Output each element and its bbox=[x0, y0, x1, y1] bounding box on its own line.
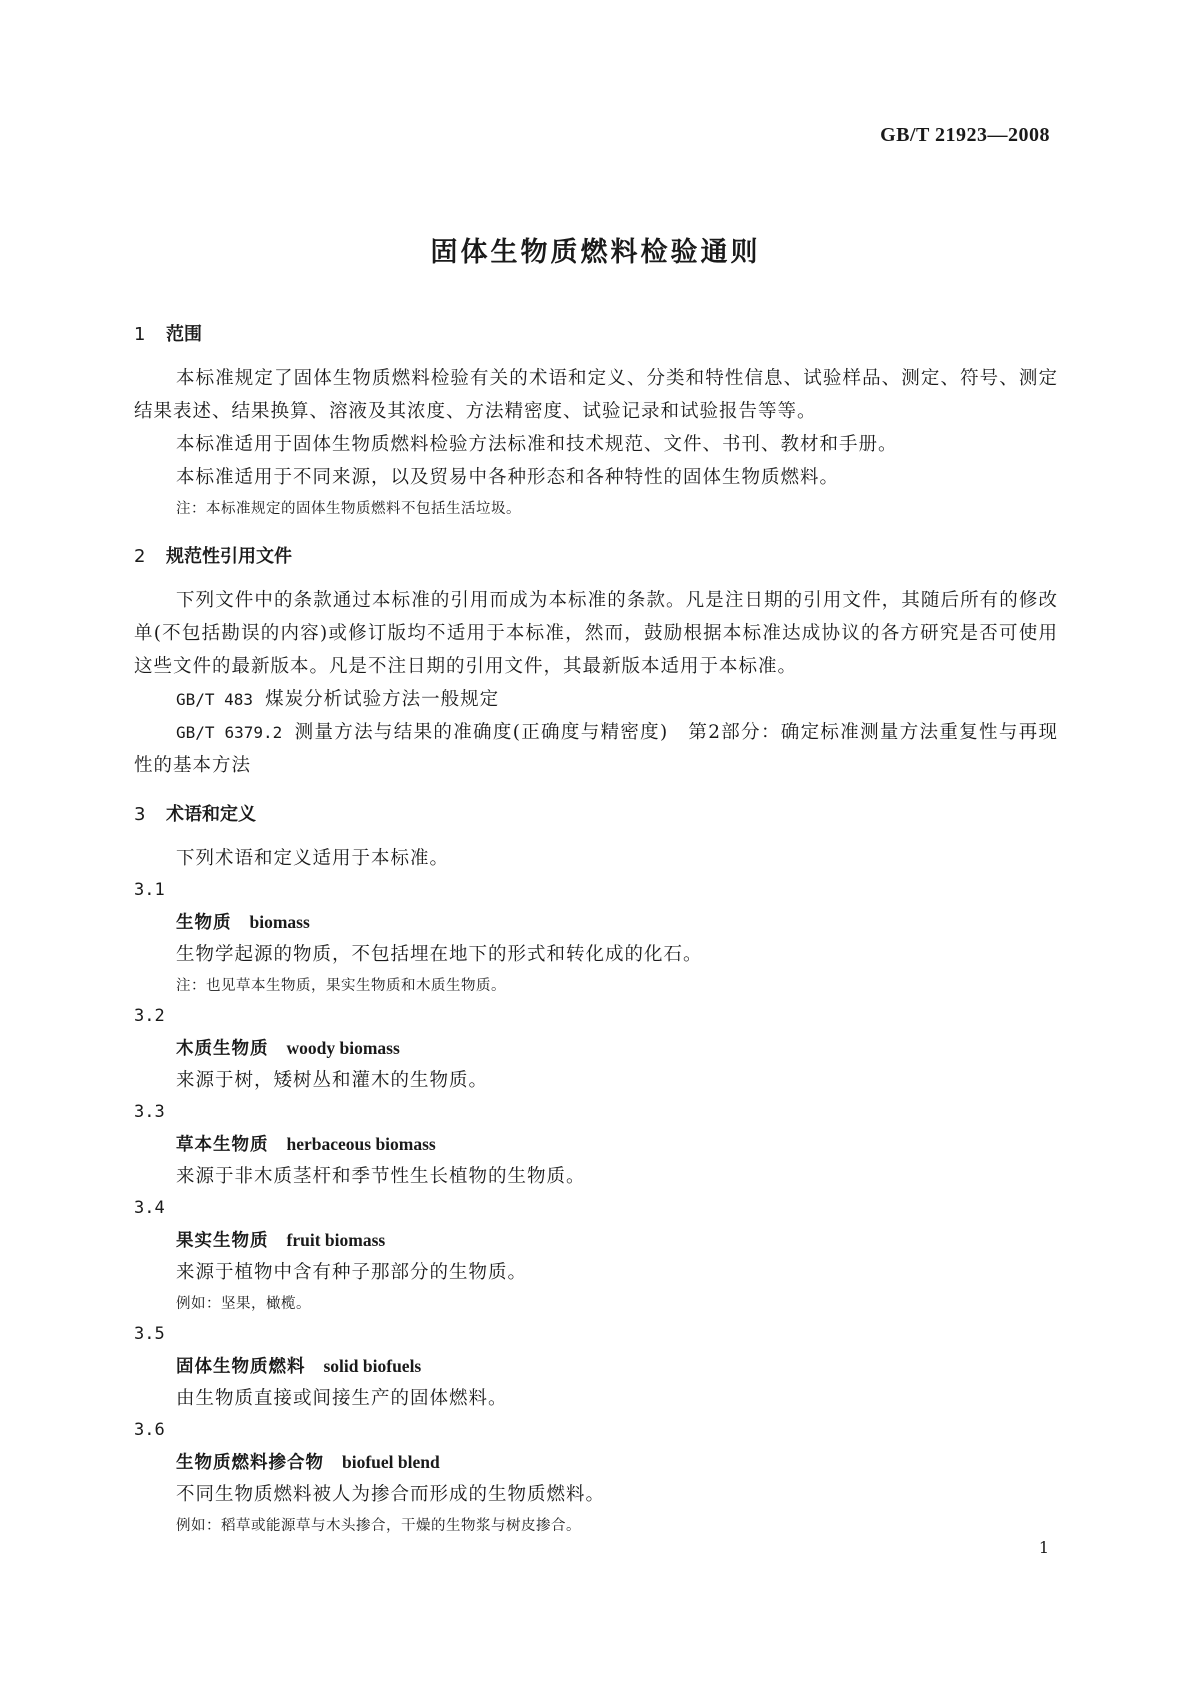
section-heading-scope bbox=[134, 320, 1058, 350]
page-number: 1 bbox=[1038, 1538, 1049, 1557]
term-number: 3.4 bbox=[134, 1198, 165, 1218]
term-number: 3.3 bbox=[134, 1102, 165, 1122]
standard-code: GB/T 21923—2008 bbox=[880, 124, 1050, 146]
term-number: 3.5 bbox=[134, 1324, 165, 1344]
term-name bbox=[134, 1350, 1058, 1383]
document-title: 固体生物质燃料检验通则 bbox=[430, 237, 761, 268]
paragraph: 本标准适用于不同来源，以及贸易中各种形态和各种特性的固体生物质燃料。 bbox=[176, 467, 840, 488]
paragraph: 本标准规定了固体生物质燃料检验有关的术语和定义、分类和特性信息、试验样品、测定、符号、测定结果表述、结果换算、溶液及其浓度、方法精密度、试验记录和试验报告等等。 bbox=[134, 368, 1058, 422]
section-number: 2 bbox=[134, 546, 146, 567]
term-definition: 生物学起源的物质，不包括埋在地下的形式和转化成的化石。 bbox=[176, 944, 703, 965]
term-number: 3.6 bbox=[134, 1420, 165, 1440]
term-entry bbox=[134, 1193, 1058, 1319]
section-title: 范围 bbox=[166, 324, 202, 345]
term-name-zh: 果实生物质 bbox=[176, 1231, 269, 1251]
term-definition: 来源于非木质茎杆和季节性生长植物的生物质。 bbox=[176, 1166, 586, 1187]
term-definition: 来源于植物中含有种子那部分的生物质。 bbox=[176, 1262, 528, 1283]
term-name-en: solid biofuels bbox=[323, 1356, 422, 1376]
section-number: 3 bbox=[134, 804, 146, 825]
term-name bbox=[134, 906, 1058, 939]
section-number: 1 bbox=[134, 324, 146, 345]
reference-title: 煤炭分析试验方法一般规定 bbox=[265, 689, 500, 710]
term-definition: 来源于树，矮树丛和灌木的生物质。 bbox=[176, 1070, 489, 1091]
paragraph: 下列文件中的条款通过本标准的引用而成为本标准的条款。凡是注日期的引用文件，其随后所有的修改单(不包括勘误的内容)或修订版均不适用于本标准，然而，鼓励根据本标准达成协议的各方研究是否可使用这些文件的最新版本。凡是不注日期的引用文件，其最新版本适用于本标准。 bbox=[134, 590, 1058, 677]
document-body bbox=[134, 320, 1058, 1541]
term-name-en: biofuel blend bbox=[342, 1452, 440, 1472]
section-title: 术语和定义 bbox=[166, 804, 256, 825]
term-name bbox=[134, 1032, 1058, 1065]
note: 注：本标准规定的固体生物质燃料不包括生活垃圾。 bbox=[176, 501, 521, 517]
term-number: 3.2 bbox=[134, 1006, 165, 1026]
term-entry bbox=[134, 1097, 1058, 1193]
reference-code: GB/T 6379.2 bbox=[176, 723, 283, 742]
reference-item bbox=[134, 683, 1058, 716]
term-entry bbox=[134, 1001, 1058, 1097]
term-name-zh: 生物质燃料掺合物 bbox=[176, 1453, 324, 1473]
term-definition: 由生物质直接或间接生产的固体燃料。 bbox=[176, 1388, 508, 1409]
reference-item bbox=[134, 716, 1058, 782]
reference-code: GB/T 483 bbox=[176, 690, 254, 709]
section-heading-terms bbox=[134, 800, 1058, 830]
term-name bbox=[134, 1224, 1058, 1257]
paragraph: 下列术语和定义适用于本标准。 bbox=[176, 848, 450, 869]
paragraph: 本标准适用于固体生物质燃料检验方法标准和技术规范、文件、书刊、教材和手册。 bbox=[176, 434, 898, 455]
term-entry bbox=[134, 1319, 1058, 1415]
term-number: 3.1 bbox=[134, 880, 165, 900]
term-name-en: herbaceous biomass bbox=[286, 1134, 436, 1154]
term-name-zh: 草本生物质 bbox=[176, 1135, 269, 1155]
term-name bbox=[134, 1446, 1058, 1479]
term-entry bbox=[134, 1415, 1058, 1541]
term-entry bbox=[134, 875, 1058, 1001]
term-name-zh: 生物质 bbox=[176, 913, 232, 933]
term-name-zh: 固体生物质燃料 bbox=[176, 1357, 306, 1377]
term-name-en: woody biomass bbox=[286, 1038, 400, 1058]
term-name-en: biomass bbox=[249, 912, 310, 932]
term-name-zh: 木质生物质 bbox=[176, 1039, 269, 1059]
term-definition: 不同生物质燃料被人为掺合而形成的生物质燃料。 bbox=[176, 1484, 606, 1505]
section-heading-normative-references bbox=[134, 542, 1058, 572]
section-title: 规范性引用文件 bbox=[166, 546, 292, 567]
term-example: 例如：坚果，橄榄。 bbox=[176, 1296, 311, 1312]
term-example: 例如：稻草或能源草与木头掺合，干燥的生物浆与树皮掺合。 bbox=[176, 1518, 581, 1534]
term-name-en: fruit biomass bbox=[286, 1230, 386, 1250]
reference-title: 测量方法与结果的准确度(正确度与精密度) 第2部分：确定标准测量方法重复性与再现性的基本方法 bbox=[134, 722, 1058, 776]
term-name bbox=[134, 1128, 1058, 1161]
term-note: 注：也见草本生物质，果实生物质和木质生物质。 bbox=[176, 978, 506, 994]
